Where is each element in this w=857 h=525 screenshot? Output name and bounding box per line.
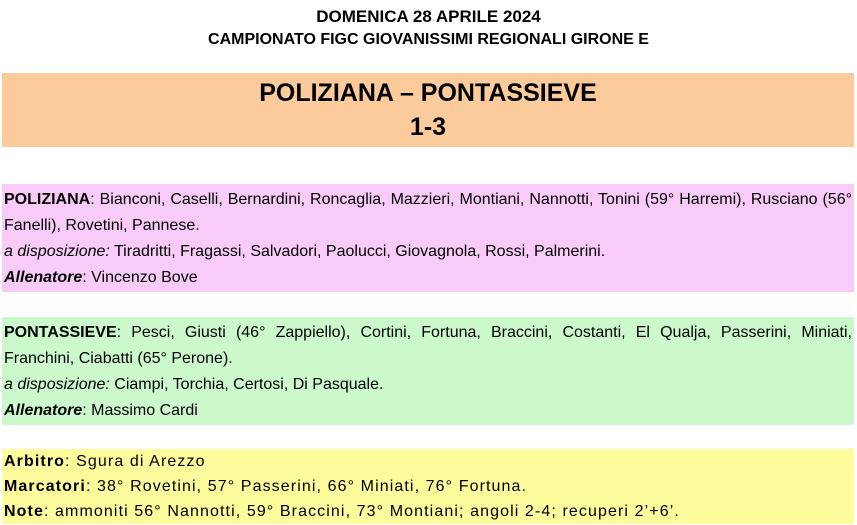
home-coach — [4, 265, 852, 291]
match-date: DOMENICA 28 APRILE 2024 — [316, 7, 541, 26]
away-lineup-text: : Pesci, Giusti (46° Zappiello), Cortini, Fortuna, Braccini, Costanti, El Qualja, Passerini, Miniati, Franchini, Ciabatti (65° Perone). — [4, 324, 852, 367]
home-bench — [4, 239, 852, 265]
home-bench-text: Tiradritti, Fragassi, Salvadori, Paolucci, Giovagnola, Rossi, Palmerini. — [109, 243, 606, 260]
home-lineup-text: : Bianconi, Caselli, Bernardini, Roncaglia, Mazzieri, Montiani, Nannotti, Tonini (59° Harremi), Rusciano (56° Fanelli), Rovetini, Pannese. — [4, 191, 852, 234]
match-teams: POLIZIANA – PONTASSIEVE — [259, 79, 597, 107]
away-coach-label: Allenatore — [4, 402, 83, 419]
home-team-box — [2, 184, 854, 292]
notes-line — [4, 499, 852, 524]
away-team-box — [2, 317, 854, 425]
championship-title: CAMPIONATO FIGC GIOVANISSIMI REGIONALI GIRONE E — [208, 31, 649, 48]
notes-text: : ammoniti 56° Nannotti, 59° Braccini, 73° Montiani; angoli 2-4; recuperi 2’+6’. — [43, 503, 680, 520]
scorers-text: : 38° Rovetini, 57° Passerini, 66° Miniati, 76° Fortuna. — [85, 478, 528, 495]
away-bench-label: a disposizione: — [4, 376, 110, 393]
match-result: 1-3 — [409, 113, 447, 141]
home-team-name: POLIZIANA — [4, 191, 91, 208]
away-coach-text: : Massimo Cardi — [82, 402, 198, 419]
away-team-name: PONTASSIEVE — [4, 324, 117, 341]
referee-text: : Sgura di Arezzo — [65, 453, 206, 470]
score-box — [2, 73, 854, 147]
away-bench-text: Ciampi, Torchia, Certosi, Di Pasquale. — [109, 376, 384, 393]
referee-label: Arbitro — [4, 453, 66, 470]
notes-label: Note — [4, 503, 44, 520]
match-info-box — [2, 449, 854, 524]
home-bench-label: a disposizione: — [4, 243, 110, 260]
away-bench — [4, 372, 852, 398]
home-coach-label: Allenatore — [4, 269, 83, 286]
home-lineup — [4, 187, 852, 239]
referee-line — [4, 449, 852, 474]
scorers-label: Marcatori — [4, 478, 86, 495]
scorers-line — [4, 474, 852, 499]
home-coach-text: : Vincenzo Bove — [82, 269, 198, 286]
away-lineup — [4, 320, 852, 372]
away-coach — [4, 398, 852, 424]
